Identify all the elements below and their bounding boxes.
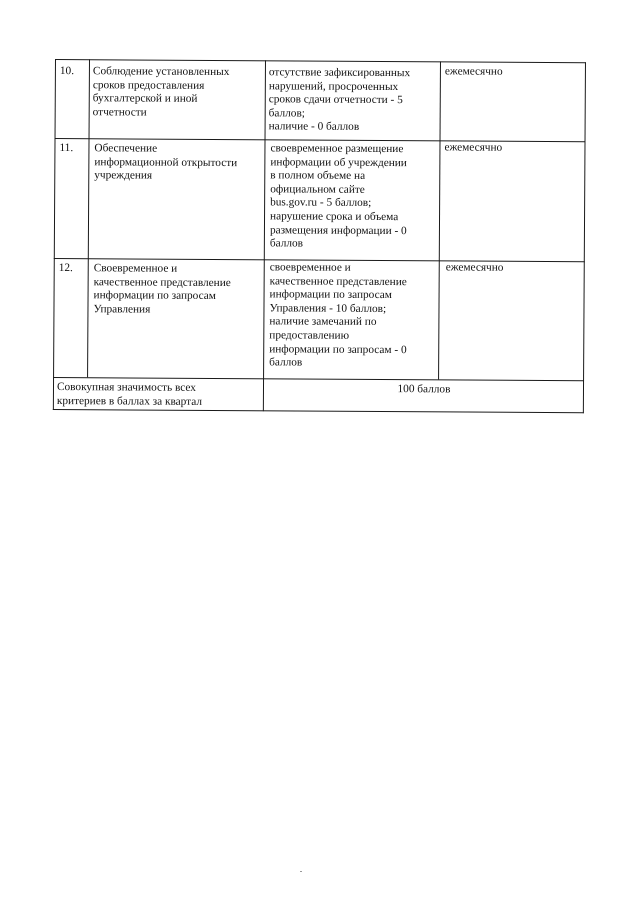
evaluation-text: отсутствие зафиксированных нарушений, просроченных сроков сдачи отчетности - 5 баллов; наличие - 0 баллов xyxy=(268,66,411,134)
column-divider xyxy=(87,59,90,377)
column-divider xyxy=(263,60,266,411)
row-number: 10. xyxy=(59,65,75,78)
table-border-top xyxy=(55,59,586,63)
period-text: ежемесячно xyxy=(444,65,503,78)
criteria-table xyxy=(53,59,586,413)
scan-speck xyxy=(300,871,302,872)
table-border-left xyxy=(53,59,56,410)
criterion-text: Обеспечение информационной открытости учреждения xyxy=(94,142,238,182)
total-value: 100 баллов xyxy=(397,383,451,396)
period-text: ежемесячно xyxy=(444,141,503,154)
period-text: ежемесячно xyxy=(445,261,504,274)
criterion-text: Соблюдение установленных сроков предоставления бухгалтерской и иной отчетности xyxy=(92,65,230,119)
evaluation-text: своевременное и качественное представление информации по запросам Управления - 10 баллов; наличие замечаний по предоставлению информации по запросам - 0 баллов xyxy=(269,261,407,369)
criterion-text: Своевременное и качественное представление информации по запросам Управления xyxy=(93,262,231,316)
table-border-bottom xyxy=(53,409,584,413)
table-border-right xyxy=(583,62,586,413)
evaluation-text: своевременное размещение информации об учреждении в полном объеме на официальном сайте bus.gov.ru - 5 баллов; нарушение срока и объема размещения информации - 0 баллов xyxy=(269,142,407,250)
row-number: 12. xyxy=(58,262,73,275)
total-label: Совокупная значимость всех критериев в баллах за квартал xyxy=(56,381,203,408)
row-number: 11. xyxy=(59,142,74,155)
